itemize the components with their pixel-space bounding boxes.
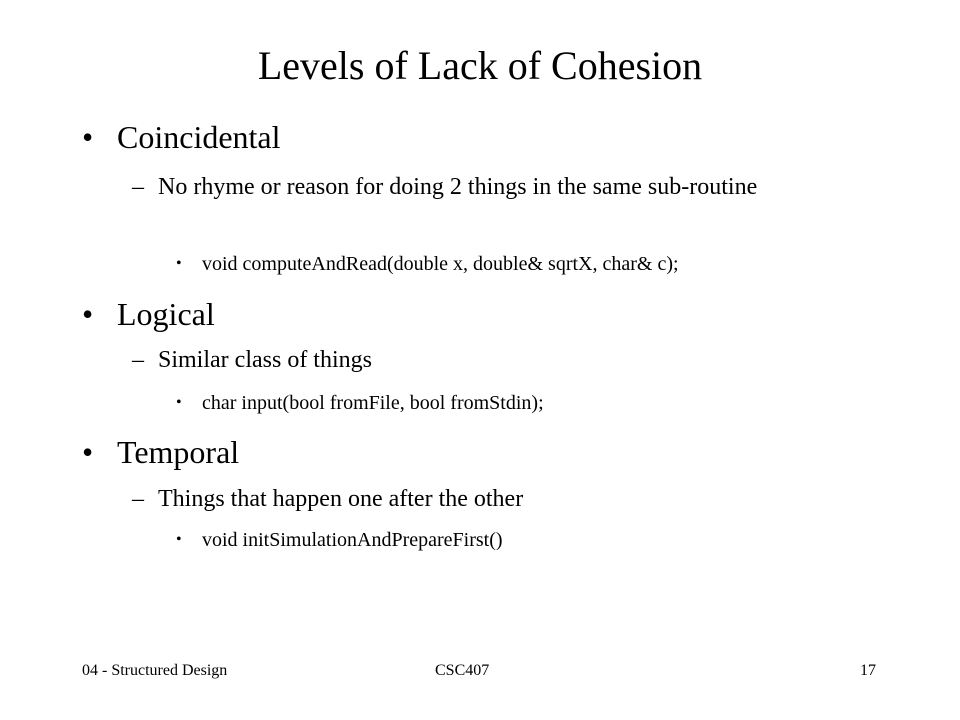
heading-text: Temporal: [117, 434, 240, 470]
example-text: void initSimulationAndPrepareFirst(): [202, 529, 503, 551]
heading-text: Coincidental: [117, 119, 281, 155]
bullet-glyph: •: [176, 531, 182, 548]
footer-page-number: 17: [860, 662, 876, 679]
example-text: char input(bool fromFile, bool fromStdin);: [202, 392, 544, 414]
slide-title: Levels of Lack of Cohesion: [257, 43, 703, 88]
example-text: void computeAndRead(double x, double& sqrtX, char& c);: [202, 253, 679, 275]
footer-course-topic: 04 - Structured Design: [82, 662, 228, 679]
sub-bullet-temporal: [132, 480, 852, 518]
heading-text: Logical: [117, 296, 215, 332]
dash-glyph: –: [132, 486, 144, 512]
bullet-glyph: •: [176, 394, 182, 411]
sub-text: Similar class of things: [158, 347, 372, 373]
sub-bullet-logical: [132, 341, 852, 379]
dash-glyph: –: [132, 347, 144, 373]
footer-course-code: CSC407: [435, 662, 490, 679]
sub-bullet-coincidental: [132, 168, 852, 206]
bullet-glyph: •: [82, 119, 94, 155]
bullet-glyph: •: [82, 296, 94, 332]
sub-text: Things that happen one after the other: [158, 486, 524, 512]
dash-glyph: –: [132, 174, 144, 200]
bullet-glyph: •: [176, 255, 182, 272]
sub-text: No rhyme or reason for doing 2 things in the same sub-routine: [158, 174, 758, 200]
bullet-glyph: •: [82, 434, 94, 470]
